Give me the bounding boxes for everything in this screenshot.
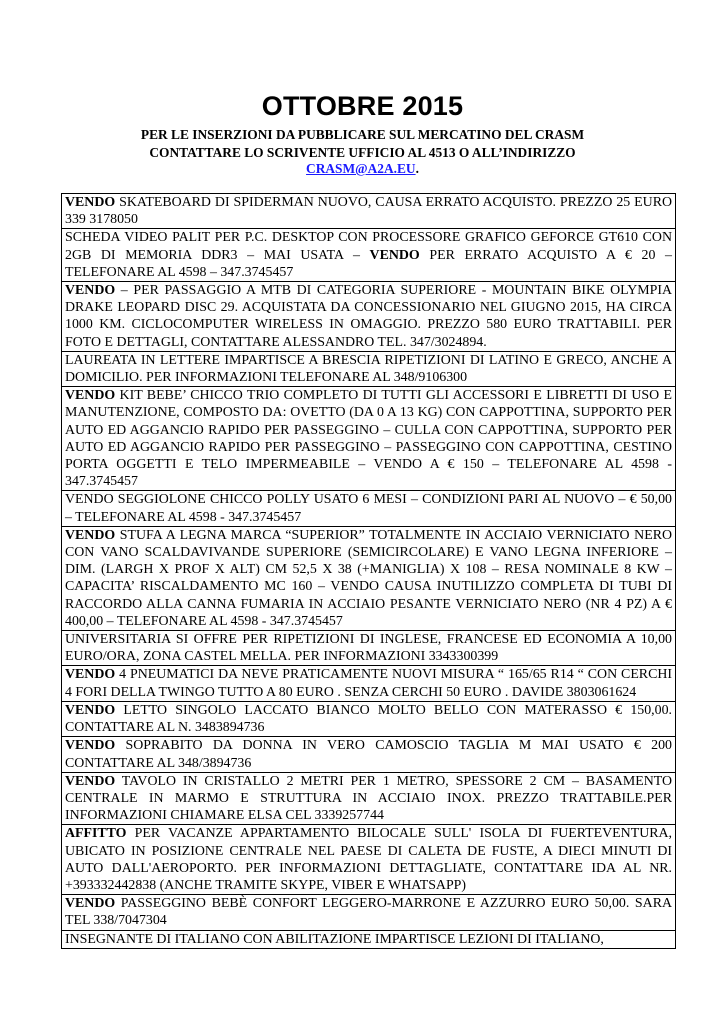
listing-cell: [62, 631, 676, 666]
table-row: [62, 825, 676, 895]
table-row: [62, 930, 676, 948]
listing-cell: [62, 737, 676, 772]
listing-keyword: VENDO: [65, 195, 116, 210]
header-line-1: PER LE INSERZIONI DA PUBBLICARE SUL MERCATINO DEL CRASM: [140, 127, 585, 142]
listing-cell: [62, 387, 676, 491]
listing-text: INSEGNANTE DI ITALIANO CON ABILITAZIONE IMPARTISCE LEZIONI DI ITALIANO,: [65, 931, 604, 947]
table-row: [62, 387, 676, 491]
listing-cell: [62, 282, 676, 352]
listing-text: SKATEBOARD DI SPIDERMAN NUOVO, CAUSA ERRATO ACQUISTO. PREZZO 25 EURO 339 3178050: [65, 195, 672, 228]
page-title: OTTOBRE 2015: [261, 91, 464, 121]
listing-cell: [62, 772, 676, 825]
listing-text: SOPRABITO DA DONNA IN VERO CAMOSCIO TAGLIA M MAI USATO € 200 CONTATTARE AL 348/3894736: [65, 738, 672, 771]
listing-keyword: VENDO: [65, 773, 116, 789]
listings-table: [61, 193, 676, 949]
listing-cell: [62, 825, 676, 895]
listing-text: LETTO SINGOLO LACCATO BIANCO MOLTO BELLO CON MATERASSO € 150,00. CONTATTARE AL N. 3483894736: [65, 702, 672, 736]
listing-text: UNIVERSITARIA SI OFFRE PER RIPETIZIONI DI INGLESE, FRANCESE ED ECONOMIA A 10,00 EURO/ORA, ZONA CASTEL MELLA. PER INFORMAZIONI 3343300399: [65, 632, 672, 665]
listing-keyword: VENDO: [65, 388, 116, 404]
table-row: [62, 895, 676, 930]
listing-cell: [62, 491, 676, 526]
listing-keyword: VENDO: [65, 667, 116, 683]
listing-cell: [62, 229, 676, 282]
listing-text: SCHEDA VIDEO PALIT PER P.C. DESKTOP CON PROCESSORE GRAFICO GEFORCE GT610 CON 2GB DI MEMORIA DDR3 – MAI USATA –: [65, 230, 672, 263]
listing-keyword: VENDO: [65, 702, 116, 718]
listing-keyword: VENDO: [65, 283, 116, 299]
listing-text: TAVOLO IN CRISTALLO 2 METRI PER 1 METRO, SPESSORE 2 CM – BASAMENTO CENTRALE IN MARMO E STRUTTURA IN ACCIAIO INOX. PREZZO TRATTABILE.PER INFORMAZIONI CHIAMARE ELSA CEL 3339257744: [65, 773, 672, 824]
listing-text: 4 PNEUMATICI DA NEVE PRATICAMENTE NUOVI MISURA “ 165/65 R14 “ CON CERCHI 4 FORI DELLA TWINGO TUTTO A 80 EURO . SENZA CERCHI 50 EURO . DAVIDE 3803061624: [65, 667, 672, 700]
listing-text: PER VACANZE APPARTAMENTO BILOCALE SULL' ISOLA DI FUERTEVENTURA, UBICATO IN POSIZIONE CENTRALE NEL PAESE DI CALETA DE FUSTE, A DIECI MINUTI DI AUTO DALL'AEROPORTO. PER INFORMAZIONI DETTAGLIATE, CONTATTARE IDA AL NR. +393332442838 (ANCHE TRAMITE SKYPE, VIBER E WHATSAPP): [65, 826, 672, 893]
listing-keyword: VENDO: [369, 247, 420, 263]
listing-text: STUFA A LEGNA MARCA “SUPERIOR” TOTALMENTE IN ACCIAIO VERNICIATO NERO CON VANO SCALDAVIVANDE SUPERIORE (SEMICIRCOLARE) E VANO LEGNA INFERIORE – DIM. (LARGH X PROF X ALT) CM 52,5 X 38 (+MANIGLIA) X 108 – RESA NOMINALE 8 KW – CAPACITA’ RISCALDAMENTO MC 160 – VENDO CAUSA INUTILIZZO COMPLETA DI TUBI DI RACCORDO ALLA CANNA FUMARIA IN ACCIAIO PESANTE VERNICIATO NERO (NR 4 PZ) A € 400,00 – TELEFONARE AL 4598 - 347.3745457: [65, 527, 672, 629]
header-line-2: CONTATTARE LO SCRIVENTE UFFICIO AL 4513 O ALL’INDIRIZZO: [149, 145, 576, 160]
listing-keyword: VENDO: [65, 738, 116, 754]
listing-cell: [62, 194, 676, 229]
table-row: [62, 491, 676, 526]
table-row: [62, 772, 676, 825]
listing-text: – PER PASSAGGIO A MTB DI CATEGORIA SUPERIORE - MOUNTAIN BIKE OLYMPIA DRAKE LEOPARD DISC 29. ACQUISTATA DA CONCESSIONARIO NEL GIUGNO 2015, HA CIRCA 1000 KM. CICLOCOMPUTER WIRELESS IN OMAGGIO. PREZZO 580 EURO TRATTABILI. PER FOTO E DETTAGLI, CONTATTARE ALESSANDRO TEL. 347/3024894.: [65, 283, 672, 350]
table-row: [62, 701, 676, 736]
table-row: [62, 194, 676, 229]
listing-keyword: VENDO: [65, 527, 116, 543]
table-row: [62, 526, 676, 630]
listing-cell: [62, 351, 676, 386]
listing-text: KIT BEBE’ CHICCO TRIO COMPLETO DI TUTTI GLI ACCESSORI E LIBRETTI DI USO E MANUTENZIONE, COMPOSTO DA: OVETTO (DA 0 A 13 KG) CON CAPPOTTINA, SUPPORTO PER AUTO ED AGGANCIO RAPIDO PER PASSEGGINO – CULLA CON CAPPOTTINA, SUPPORTO PER AUTO ED AGGANCIO RAPIDO PER PASSEGGINO – PASSEGGINO CON CAPPOTTINA, CESTINO PORTA OGGETTI E TELO IMPERMEABILE – VENDO A € 150 – TELEFONARE AL 4598 - 347.3745457: [65, 388, 672, 490]
listing-cell: [62, 930, 676, 948]
table-row: [62, 229, 676, 282]
listing-keyword: AFFITTO: [65, 826, 127, 842]
header-line-3: [0, 161, 725, 177]
listing-text: PASSEGGINO BEBÈ CONFORT LEGGERO-MARRONE E AZZURRO EURO 50,00. SARA TEL 338/7047304: [65, 896, 672, 929]
table-row: [62, 351, 676, 386]
email-link[interactable]: CRASM@A2A.EU: [306, 161, 416, 176]
listing-text: LAUREATA IN LETTERE IMPARTISCE A BRESCIA RIPETIZIONI DI LATINO E GRECO, ANCHE A DOMICILIO. PER INFORMAZIONI TELEFONARE AL 348/9106300: [65, 352, 672, 386]
listing-cell: [62, 666, 676, 701]
listing-text: VENDO SEGGIOLONE CHICCO POLLY USATO 6 MESI – CONDIZIONI PARI AL NUOVO – € 50,00 – TELEFONARE AL 4598 - 347.3745457: [65, 492, 672, 525]
table-row: [62, 631, 676, 666]
listing-cell: [62, 895, 676, 930]
listing-cell: [62, 701, 676, 736]
table-row: [62, 282, 676, 352]
table-row: [62, 737, 676, 772]
email-suffix: .: [415, 161, 419, 176]
listing-text: PER ERRATO ACQUISTO A € 20 – TELEFONARE AL 4598 – 347.3745457: [65, 247, 673, 280]
listing-cell: [62, 526, 676, 630]
listing-keyword: VENDO: [65, 896, 116, 912]
table-row: [62, 666, 676, 701]
